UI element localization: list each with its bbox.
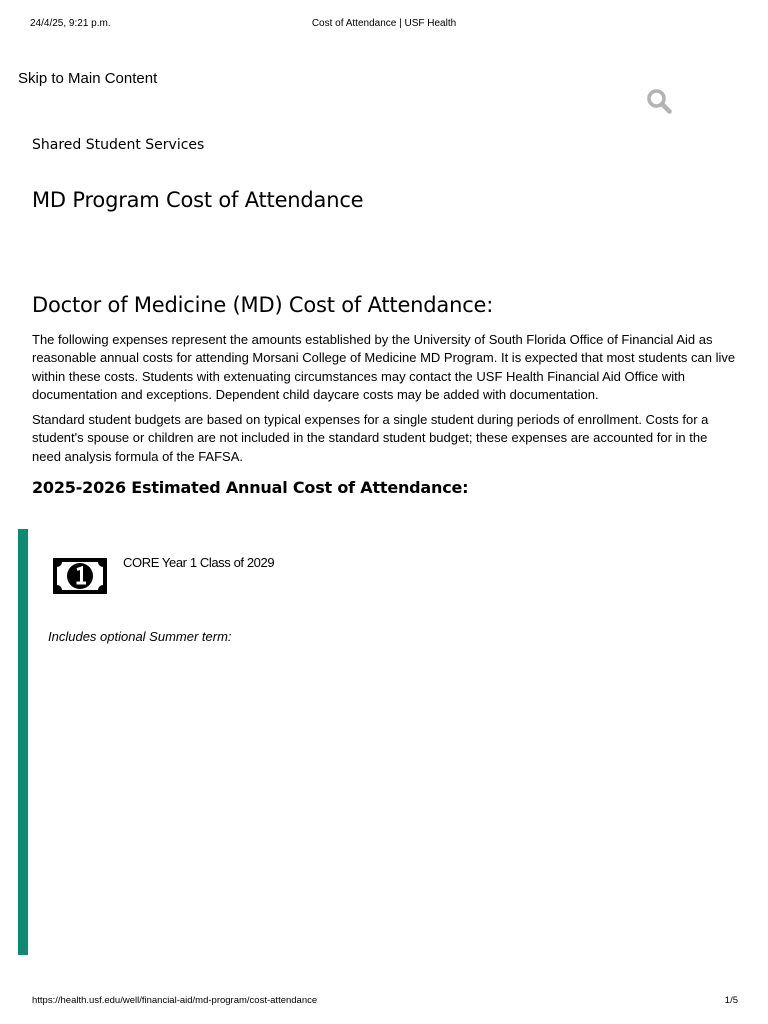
estimate-heading: 2025-2026 Estimated Annual Cost of Attendance:: [32, 478, 469, 497]
intro-paragraph-2: Standard student budgets are based on typical expenses for a single student during periods of enrollment. Costs for a student's spouse or children are not included in the standard student budget; these expenses are accounted for in the need analysis formula of the FAFSA.: [32, 412, 709, 464]
print-page-title: Cost of Attendance | USF Health: [311, 18, 457, 29]
card-note: Includes optional Summer term:: [48, 629, 232, 644]
search-icon[interactable]: [645, 87, 673, 115]
intro-paragraph-1: The following expenses represent the amounts established by the University of South Florida Office of Financial Aid as reasonable annual costs for attending Morsani College of Medicine MD Program. It is expected that most students can live within these costs. Students with extenuating circumstances may contact the USF Health Financial Aid Office with documentation and exceptions. Dependent child daycare costs may be added with documentation.: [32, 332, 736, 402]
skip-to-main-content-link[interactable]: Skip to Main Content: [18, 70, 158, 87]
cost-card: [18, 529, 738, 955]
print-page-number: 1/5: [724, 995, 738, 1006]
print-header: [30, 18, 738, 30]
print-datetime: 24/4/25, 9:21 p.m.: [30, 18, 111, 29]
section-heading: Doctor of Medicine (MD) Cost of Attendance:: [32, 293, 494, 317]
print-url: https://health.usf.edu/well/financial-aid/md-program/cost-attendance: [32, 995, 318, 1006]
breadcrumb-section[interactable]: Shared Student Services: [32, 137, 205, 153]
page-title: MD Program Cost of Attendance: [32, 188, 364, 212]
intro-text: [32, 331, 738, 473]
card-accent-bar: [18, 529, 28, 955]
print-footer: [32, 995, 738, 1007]
money-bill-icon: [53, 558, 107, 594]
card-label: CORE Year 1 Class of 2029: [123, 555, 275, 570]
